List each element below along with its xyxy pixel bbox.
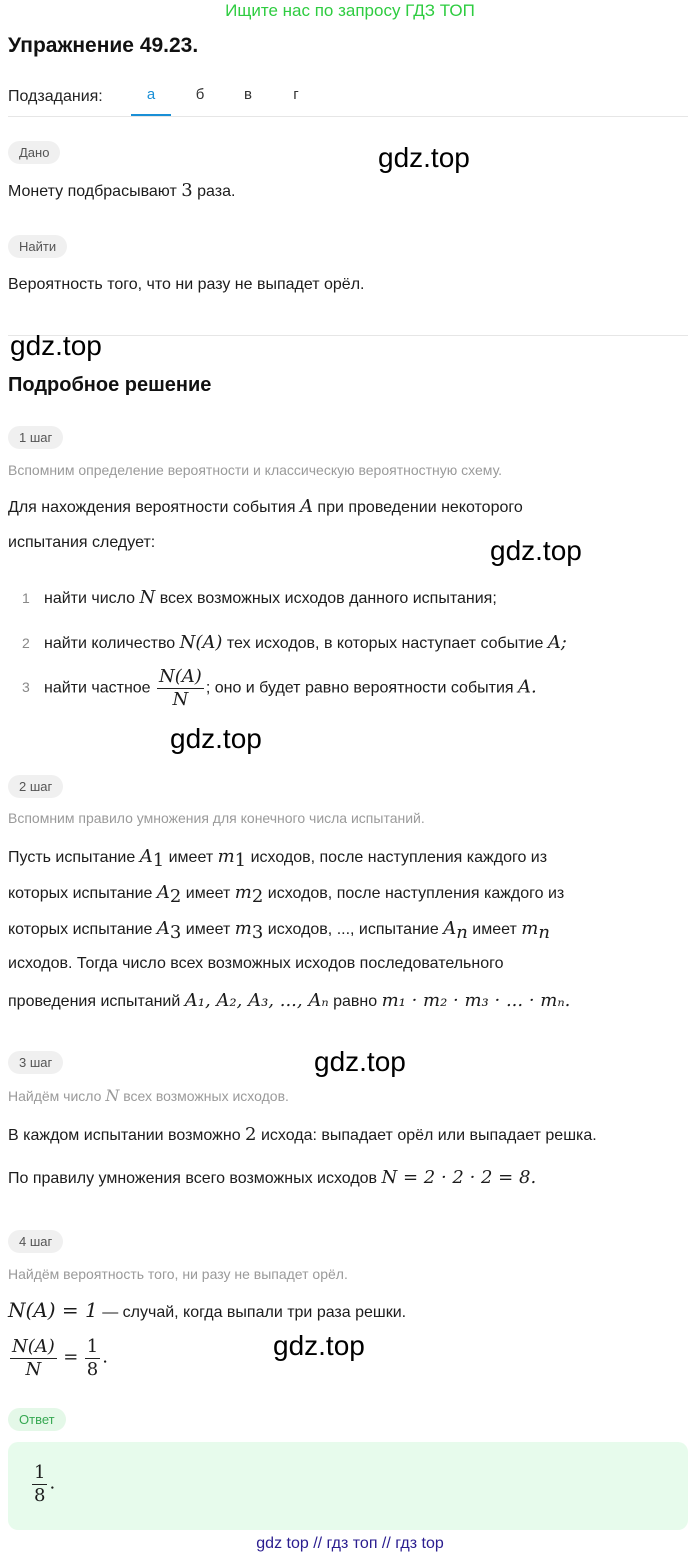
fraction: $\frac{1}{8}$: [34, 1462, 46, 1506]
watermark: gdz.top: [378, 142, 470, 173]
fraction: $\frac{N(A)}{N}$: [159, 666, 202, 710]
fraction: $\frac{N(A)}{N}$: [12, 1336, 55, 1380]
tab-g[interactable]: г: [293, 86, 299, 103]
page-title: Упражнение 49.23.: [8, 34, 199, 57]
answer-box: [8, 1442, 688, 1530]
step3-paragraph: По правилу умножения всего возможных исходов N = 2 · 2 · 2 = 8.: [8, 1167, 537, 1188]
step1-paragraph: Для нахождения вероятности события A при проведении некоторого: [8, 496, 523, 517]
answer-badge: Ответ: [8, 1408, 66, 1431]
step3-badge: 3 шаг: [8, 1051, 63, 1074]
watermark: gdz.top: [273, 1330, 365, 1361]
step2-hint: Вспомним правило умножения для конечного числа испытаний.: [8, 810, 425, 826]
given-text: Монету подбрасывают 3 раза.: [8, 180, 236, 201]
step2-badge: 2 шаг: [8, 775, 63, 798]
footer: gdz top // гдз топ // гдз top: [256, 1535, 444, 1552]
step3-paragraph: В каждом испытании возможно 2 исхода: выпадает орёл или выпадает решка.: [8, 1124, 597, 1145]
answer-value: $\frac{1}{8}$ .: [34, 1462, 56, 1506]
list-item: 1 найти число N всех возможных исходов данного испытания;: [22, 587, 497, 608]
list-item: 3 найти частное $\frac{N(A)}{N}$ ; оно и будет равно вероятности события A.: [22, 666, 537, 710]
step2-line: которых испытание $A_2$ имеет $m_2$ исходов, после наступления каждого из: [8, 882, 565, 908]
list-item: 2 найти количество N(A) тех исходов, в которых наступает событие A;: [22, 632, 567, 653]
step4-paragraph: N(A) = 1 — случай, когда выпали три раза решки.: [8, 1298, 407, 1322]
find-text: Вероятность того, что ни разу не выпадет орёл.: [8, 276, 365, 293]
step2-line: исходов. Тогда число всех возможных исходов последовательного: [8, 955, 504, 972]
watermark: gdz.top: [10, 330, 102, 361]
step2-line: Пусть испытание $A_1$ имеет $m_1$ исходов, после наступления каждого из: [8, 846, 548, 872]
step1-paragraph-line2: испытания следует:: [8, 534, 156, 551]
step4-badge: 4 шаг: [8, 1230, 63, 1253]
fraction: $\frac{1}{8}$: [86, 1336, 99, 1380]
step1-hint: Вспомним определение вероятности и классическую вероятностную схему.: [8, 462, 503, 478]
subtasks-label: Подзадания:: [8, 88, 103, 105]
tab-v[interactable]: в: [244, 86, 252, 103]
tab-b[interactable]: б: [195, 86, 205, 103]
solution-title: Подробное решение: [8, 374, 212, 396]
find-badge: Найти: [8, 235, 67, 258]
given-badge: Дано: [8, 141, 60, 164]
step2-line: проведения испытаний A₁, A₂, A₃, ..., Aₙ равно m₁ · m₂ · m₃ · ... · mₙ.: [8, 990, 571, 1011]
tab-a[interactable]: а: [146, 86, 156, 103]
step1-badge: 1 шаг: [8, 426, 63, 449]
divider: [8, 116, 688, 117]
watermark: gdz.top: [314, 1046, 406, 1077]
step3-hint: Найдём число N всех возможных исходов.: [8, 1086, 289, 1105]
step2-line: которых испытание $A_3$ имеет $m_3$ исходов, ..., испытание $A_n$ имеет $m_n$: [8, 918, 550, 944]
step4-formula: $\frac{N(A)}{N}$ = $\frac{1}{8}$ .: [12, 1336, 108, 1380]
watermark: gdz.top: [170, 723, 262, 754]
step4-hint: Найдём вероятность того, ни разу не выпадет орёл.: [8, 1266, 348, 1282]
watermark: gdz.top: [490, 535, 582, 566]
divider: [8, 335, 688, 336]
top-banner: Ищите нас по запросу ГДЗ ТОП: [225, 1, 475, 20]
